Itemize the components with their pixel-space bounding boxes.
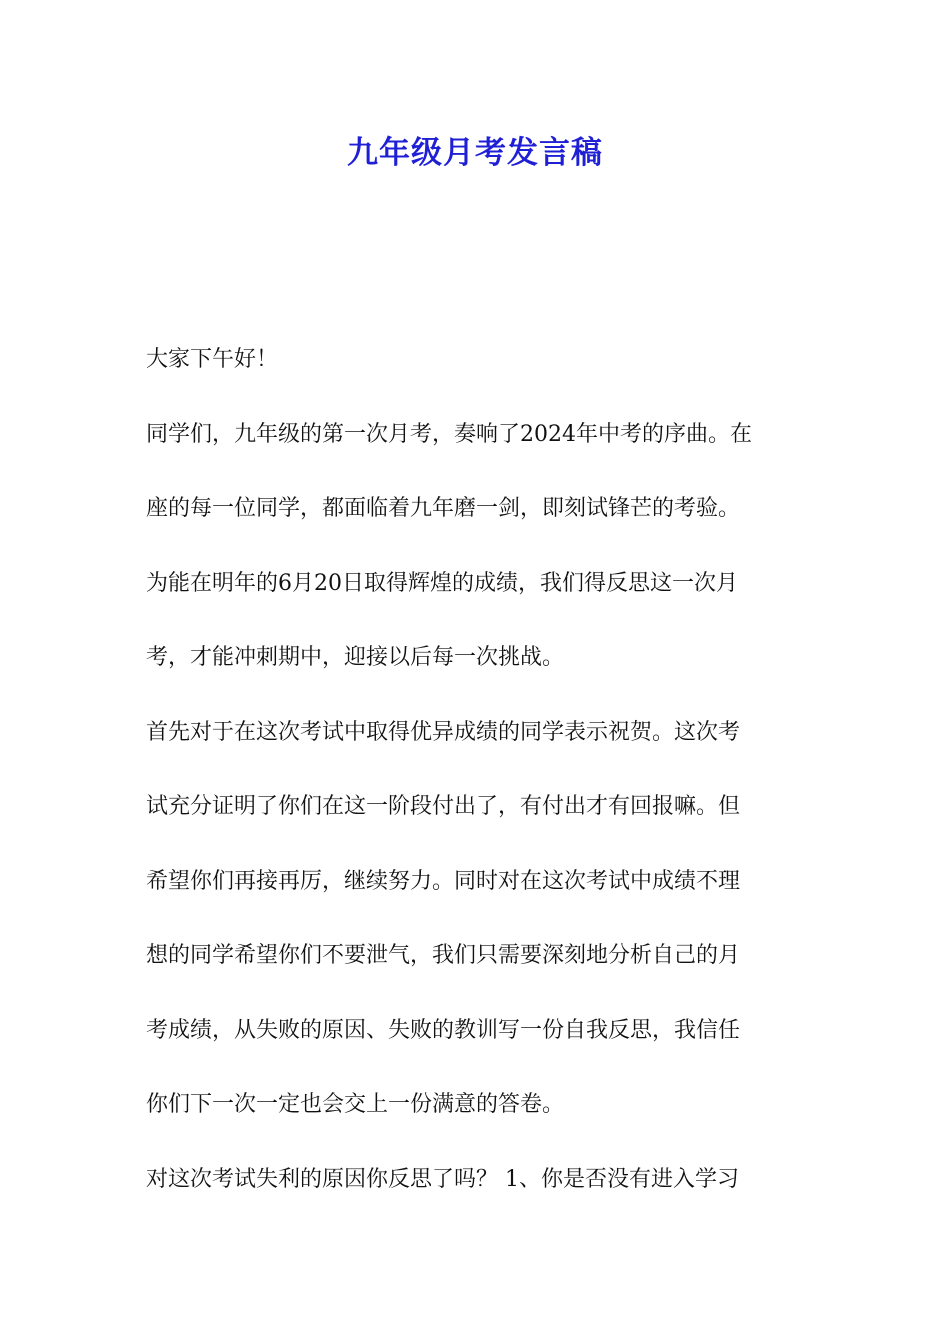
body-line: 希望你们再接再厉，继续努力。同时对在这次考试中成绩不理 [146,868,741,894]
body-line: 考成绩，从失败的原因、失败的教训写一份自我反思，我信任 [146,1017,741,1043]
body-line: 想的同学希望你们不要泄气，我们只需要深刻地分析自己的月 [146,943,741,968]
body-line: 座的每一位同学，都面临着九年磨一剑，即刻试锋芒的考验。 [146,496,741,521]
body-line: 首先对于在这次考试中取得优异成绩的同学表示祝贺。这次考 [146,719,741,745]
body-line: 试充分证明了你们在这一阶段付出了，有付出才有回报嘛。但 [146,794,741,819]
body-line: 你们下一次一定也会交上一份满意的答卷。 [146,1092,565,1117]
body-line: 对这次考试失利的原因你反思了吗？ 1、你是否没有进入学习 [146,1166,739,1192]
body-line: 同学们，九年级的第一次月考，奏响了2024年中考的序曲。在 [146,421,752,447]
greeting-line: 大家下午好！ [146,347,279,372]
document-body [146,335,810,1229]
body-line: 为能在明年的6月20日取得辉煌的成绩，我们得反思这一次月 [146,570,738,596]
document-title: 九年级月考发言稿 [347,135,603,171]
body-line: 考，才能冲刺期中，迎接以后每一次挑战。 [146,645,565,670]
